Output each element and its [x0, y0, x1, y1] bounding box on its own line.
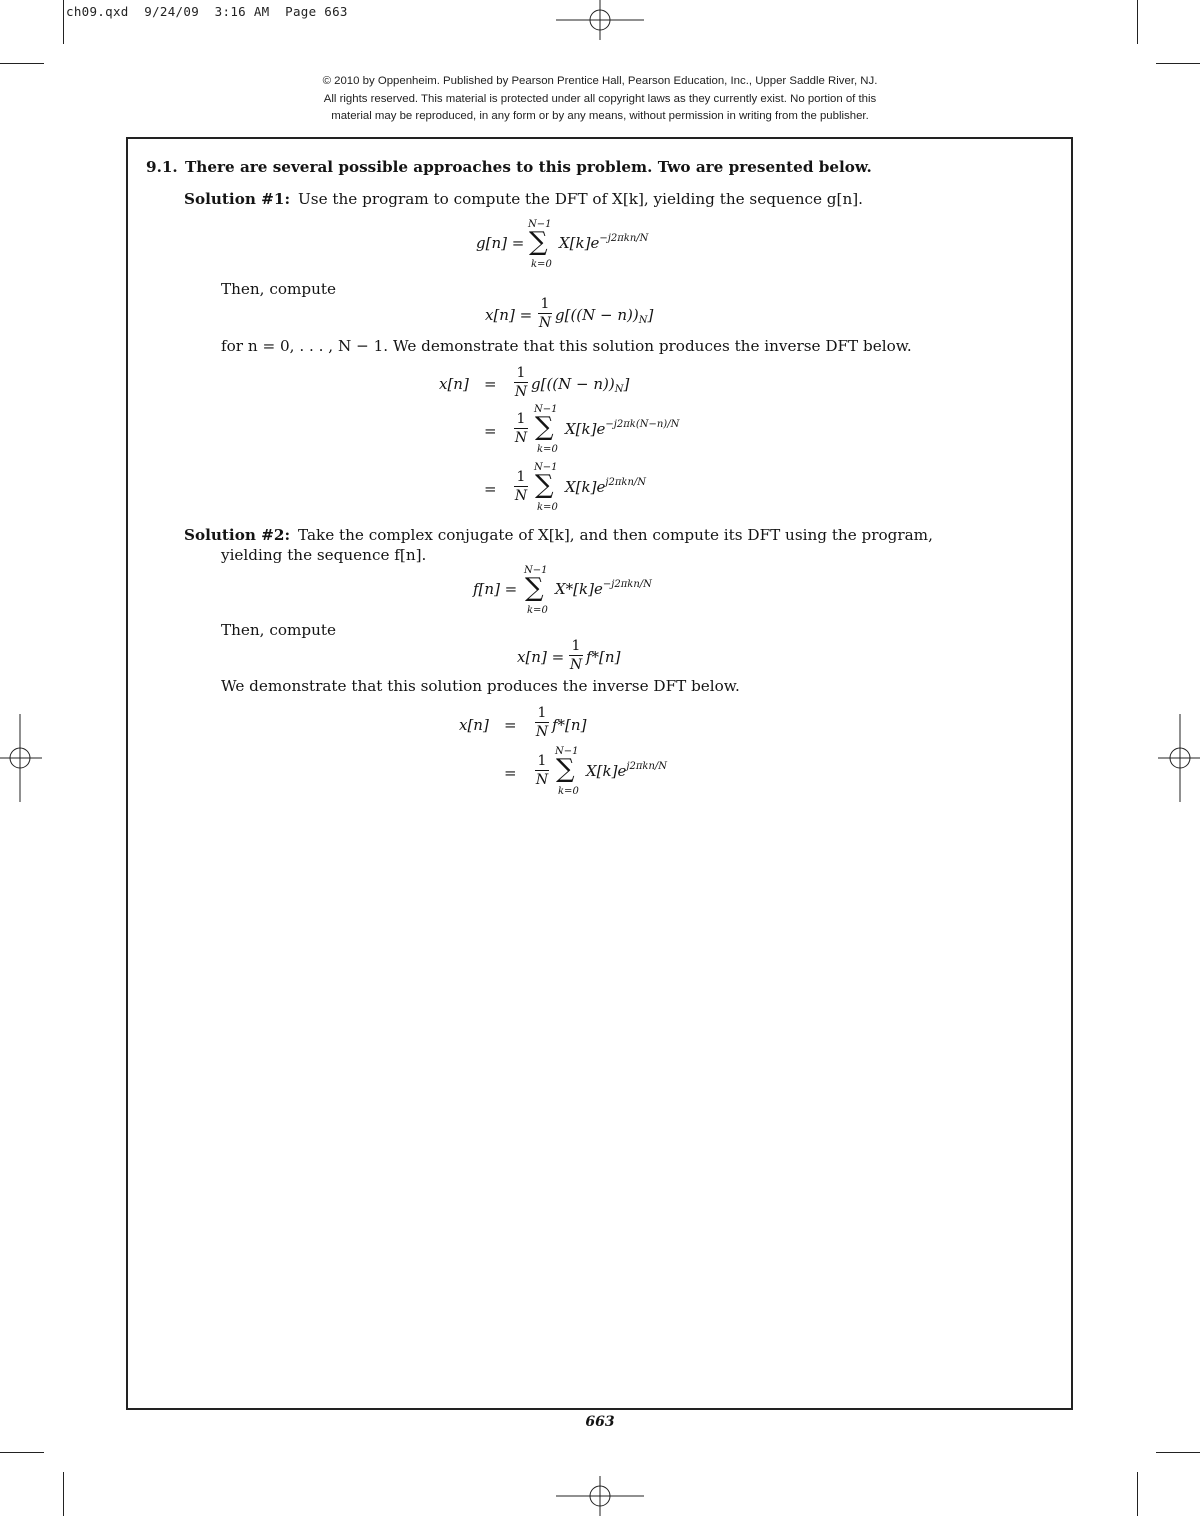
eq-term-base: X*[k]e [555, 580, 603, 598]
eq-exponent: j2πkn/N [605, 477, 647, 488]
copyright-line: © 2010 by Oppenheim. Published by Pearson Prentice Hall, Pearson Education, Inc., Upper Saddle River, NJ. [322, 75, 878, 87]
eq-subscript: N [614, 384, 624, 395]
equation-g [476, 234, 524, 252]
fraction [569, 638, 583, 673]
sum-upper-limit: N−1 [534, 462, 558, 473]
registration-mark-icon [1158, 714, 1200, 802]
numerator: 1 [540, 296, 550, 312]
equals-sign: = [484, 375, 497, 393]
solution-2-text-cont: yielding the sequence f[n]. [221, 546, 427, 564]
page-number: 663 [585, 1414, 615, 1430]
then-compute-2: Then, compute [221, 621, 336, 639]
numerator: 1 [537, 705, 547, 721]
then-compute-1: Then, compute [221, 280, 336, 298]
denominator: N [535, 724, 549, 740]
eq-lhs: x[n] = [485, 306, 533, 324]
crop-mark [0, 1452, 44, 1453]
eq-term-base: X[k]e [559, 234, 600, 252]
denominator: N [538, 315, 552, 331]
eq-bracket: ] [647, 306, 654, 324]
solution-2-label: Solution #2: [184, 526, 291, 544]
sum-lower-limit: k=0 [537, 502, 558, 513]
numerator: 1 [571, 638, 581, 654]
solution-1-label: Solution #1: [184, 190, 291, 208]
sum-upper-limit: N−1 [534, 404, 558, 415]
equals-sign: = [504, 716, 517, 734]
eq-term [559, 234, 648, 252]
eq-exponent: −j2πk(N−n)/N [605, 419, 680, 430]
derivation-term [565, 420, 679, 438]
crop-mark [0, 63, 44, 64]
registration-mark-icon [556, 0, 644, 40]
eq-term [555, 580, 652, 598]
derivation-term [586, 762, 667, 780]
problem-intro: There are several possible approaches to this problem. Two are presented below. [185, 158, 872, 176]
eq-rhs: f*[n] [586, 648, 621, 666]
solution-1-text: Use the program to compute the DFT of X[k], yielding the sequence g[n]. [298, 190, 863, 208]
fraction-bar [514, 486, 528, 487]
fraction [535, 753, 549, 788]
derivation-rhs [531, 375, 629, 393]
denominator: N [514, 384, 528, 400]
crop-mark [1156, 1452, 1200, 1453]
sum-lower-limit: k=0 [558, 786, 579, 797]
eq-exponent: j2πkn/N [626, 761, 668, 772]
problem-number: 9.1. [146, 158, 178, 176]
fraction-bar [535, 770, 549, 771]
fraction [514, 365, 528, 400]
crop-mark [1137, 1472, 1138, 1516]
crop-mark [63, 0, 64, 44]
eq-exponent: −j2πkn/N [599, 233, 649, 244]
copyright-line: All rights reserved. This material is protected under all copyright laws as they currently exist. No portion of this [323, 92, 877, 105]
sigma-symbol: ∑ [556, 754, 575, 784]
eq-lhs: f[n] = [473, 580, 518, 598]
derivation-term [565, 478, 646, 496]
equals-sign: = [504, 764, 517, 782]
fraction [535, 705, 549, 740]
sigma-symbol: ∑ [525, 573, 544, 603]
numerator: 1 [537, 753, 547, 769]
slug-line: ch09.qxd 9/24/09 3:16 AM Page 663 [66, 4, 348, 19]
eq-subscript: N [638, 315, 648, 326]
eq-lhs: g[n] = [476, 234, 525, 252]
denominator: N [514, 430, 528, 446]
crop-mark [63, 1472, 64, 1516]
copyright-line: material may be reproduced, in any form or by any means, without permission in writing from the publisher. [331, 110, 869, 122]
fraction-bar [569, 655, 583, 656]
fraction-bar [514, 382, 528, 383]
equals-sign: = [484, 480, 497, 498]
sum-upper-limit: N−1 [555, 746, 579, 757]
eq-rhs-body: g[((N − n)) [555, 306, 639, 324]
eq-rhs [555, 306, 653, 324]
for-n-text: for n = 0, . . . , N − 1. We demonstrate that this solution produces the inverse DFT below. [221, 337, 912, 355]
numerator: 1 [516, 469, 526, 485]
derivation-lhs: x[n] [439, 375, 469, 393]
numerator: 1 [516, 411, 526, 427]
eq-exponent: −j2πkn/N [602, 579, 652, 590]
fraction [514, 411, 528, 446]
eq-lhs: x[n] = [517, 648, 565, 666]
sum-lower-limit: k=0 [531, 259, 552, 270]
eq-term-base: X[k]e [586, 762, 627, 780]
sum-lower-limit: k=0 [537, 444, 558, 455]
eq-term-base: X[k]e [565, 478, 606, 496]
fraction [538, 296, 552, 331]
crop-mark [1137, 0, 1138, 44]
solution-2-text: Take the complex conjugate of X[k], and then compute its DFT using the program, [298, 526, 933, 544]
derivation-lhs: x[n] [459, 716, 489, 734]
fraction-bar [535, 722, 549, 723]
eq-bracket: ] [623, 375, 630, 393]
sigma-symbol: ∑ [535, 470, 554, 500]
sum-upper-limit: N−1 [528, 219, 552, 230]
sigma-symbol: ∑ [535, 412, 554, 442]
sum-lower-limit: k=0 [527, 605, 548, 616]
fraction-bar [514, 428, 528, 429]
crop-mark [1156, 63, 1200, 64]
equals-sign: = [484, 422, 497, 440]
sum-upper-limit: N−1 [524, 565, 548, 576]
denominator: N [569, 657, 583, 673]
fraction [514, 469, 528, 504]
numerator: 1 [516, 365, 526, 381]
demo-text: We demonstrate that this solution produces the inverse DFT below. [221, 677, 740, 695]
denominator: N [535, 772, 549, 788]
eq-term-base: X[k]e [565, 420, 606, 438]
eq-rhs-body: g[((N − n)) [531, 375, 615, 393]
registration-mark-icon [556, 1476, 644, 1516]
copyright-notice [250, 73, 950, 126]
sigma-symbol: ∑ [529, 227, 548, 257]
registration-mark-icon [0, 714, 42, 802]
denominator: N [514, 488, 528, 504]
fraction-bar [538, 313, 552, 314]
derivation-rhs: f*[n] [552, 716, 587, 734]
